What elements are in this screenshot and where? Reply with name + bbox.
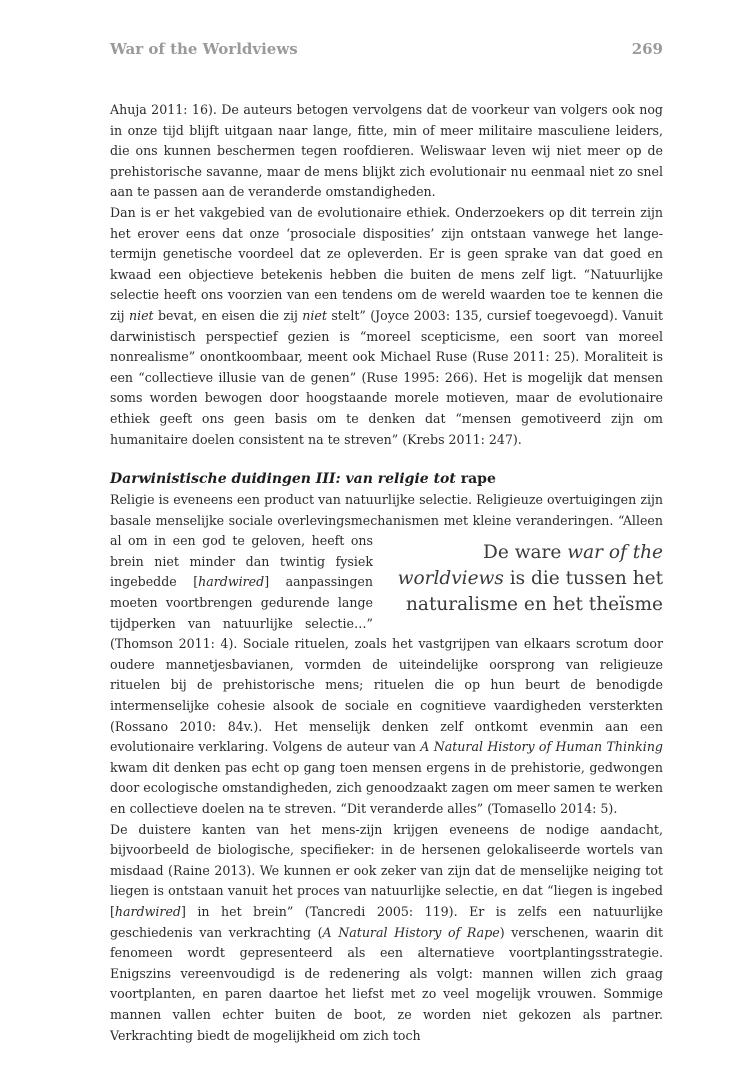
page-number: 269 [631, 40, 663, 58]
text-run: bevat, en eisen die zij [153, 307, 303, 323]
italic-text: niet [128, 307, 154, 323]
running-header [110, 40, 663, 62]
text-run: stelt” (Joyce 2003: 135, cursief toegevoegd). Vanuit darwinistisch perspectief gezien is “moreel scepticisme, een soort van moreel nonrealisme” onontkoombaar, meent ook Michael Ruse (Ruse 2011: 25). Moraliteit is een “collectieve illusie van de genen” (Ruse 1995: 266). Het is mogelijk dat mensen soms worden bewogen door hoogstaande morele motieven, maar de evolutionaire ethiek geeft ons geen basis om te denken dat “mensen gemotiveerd zijn om humanitaire doelen consistent na te streven” (Krebs 2011: 247). [110, 307, 663, 447]
text-run: ] aanpassingen moeten voortbrengen gedurende lange tijdperken van natuurlijke selectie…” (Thomson 2011: 4). Sociale rituelen, zoals het vastgrijpen van elkaars scrotum door oudere mannetjesbavianen, vormden de uiteindelijke oorsprong van religieuze rituelen bij de prehistorische mens; rituelen die op hun beurt de benodigde intermenselijke cohesie alsook de sociale en cognitieve vaardigheden versterkten (Rossano 2010: 84v.). Het menselijk denken zelf ontkomt evenmin aan een evolutionaire verklaring. Volgens de auteur van [110, 574, 663, 755]
running-title: War of the Worldviews [110, 40, 298, 58]
section-heading-italic: Darwinistische duidingen III: van religie tot [110, 471, 456, 488]
section-heading [110, 468, 663, 490]
pull-quote [393, 540, 663, 618]
italic-text: A Natural History of Human Thinking [420, 739, 663, 755]
text-run: kwam dit denken pas echt op gang toen mensen ergens in de prehistorie, gedwongen door ecologische omstandigheden, zich genoodzaakt zagen om meer samen te werken en collectieve doelen na te streven. “Dit veranderde alles” (Tomasello 2014: 5). [110, 759, 663, 816]
text-run: De duistere kanten van het mens-zijn krijgen eveneens de nodige aandacht, bijvoorbeeld de biologische, specifieker: in de hersenen gelokaliseerde wortels van misdaad (Raine 2013). We kunnen er ook zeker van zijn dat de menselijke neiging tot liegen is ontstaan vanuit het proces van natuurlijke selectie, en dat “liegen is ingebed [ [110, 821, 663, 919]
paragraph [110, 820, 663, 1047]
italic-text: hardwired [114, 903, 181, 919]
text-run: ] in het brein” (Tancredi 2005: 119). Er is zelfs een natuurlijke geschiedenis van verkrachting ( [110, 903, 663, 940]
italic-text: hardwired [198, 574, 265, 590]
text-run: ) verschenen, waarin dit fenomeen wordt gepresenteerd als een alternatieve voortplantingsstrategie. Enigszins vereenvoudigd is de redenering als volgt: mannen willen zich graag voortplanten, en paren daartoe het liefst met zo veel mogelijk vrouwen. Sommige mannen vallen echter buiten de boot, ze worden niet gekozen als partner. Verkrachting biedt de mogelijkheid om zich toch [110, 924, 664, 1043]
text-run: Religie is eveneens een product van natuurlijke selectie. Religieuze overtuigingen zijn basale menselijke sociale overlevingsmechanismen met kleine veranderingen. “Alleen al om in een [110, 492, 663, 549]
paragraph: Ahuja 2011: 16). De auteurs betogen vervolgens dat de voorkeur van volgers ook nog in onze tijd blijft uitgaan naar lange, fitte, min of meer militaire masculiene leiders, die ons kunnen beschermen tegen roofdieren. Weliswaar leven wij niet meer op de prehistorische savanne, maar de mens blijkt zich evolutionair nu eenmaal niet zo snel aan te passen aan de veranderde omstandigheden. [110, 102, 663, 200]
text-run: god te geloven, heeft ons brein niet minder dan twintig fysiek ingebedde [ [110, 533, 374, 590]
pull-quote-part3: is die tussen het naturalisme en het theïsme [406, 568, 663, 616]
paragraph [110, 203, 663, 450]
pull-quote-part1: De ware [483, 542, 568, 564]
text-run: Dan is er het vakgebied van de evolutionaire ethiek. Onderzoekers op dit terrein zijn het erover eens dat onze ‘prosociale disposities’ zijn ontstaan vanwege het lange-termijn genetische voordeel dat ze opleverden. Er is geen sprake van dat goed en kwaad een objectieve betekenis hebben die buiten de mens zelf ligt. “Natuurlijke selectie heeft ons voorzien van een tendens om de wereld waarden toe te kennen die zij [110, 204, 663, 323]
body-text [110, 100, 663, 1046]
italic-text: niet [302, 307, 327, 323]
section-heading-rape: rape [460, 471, 496, 488]
paragraph [110, 490, 663, 820]
pull-quote-part2: war of the worldviews [397, 542, 663, 590]
italic-text: A Natural History of Rape [322, 924, 500, 940]
